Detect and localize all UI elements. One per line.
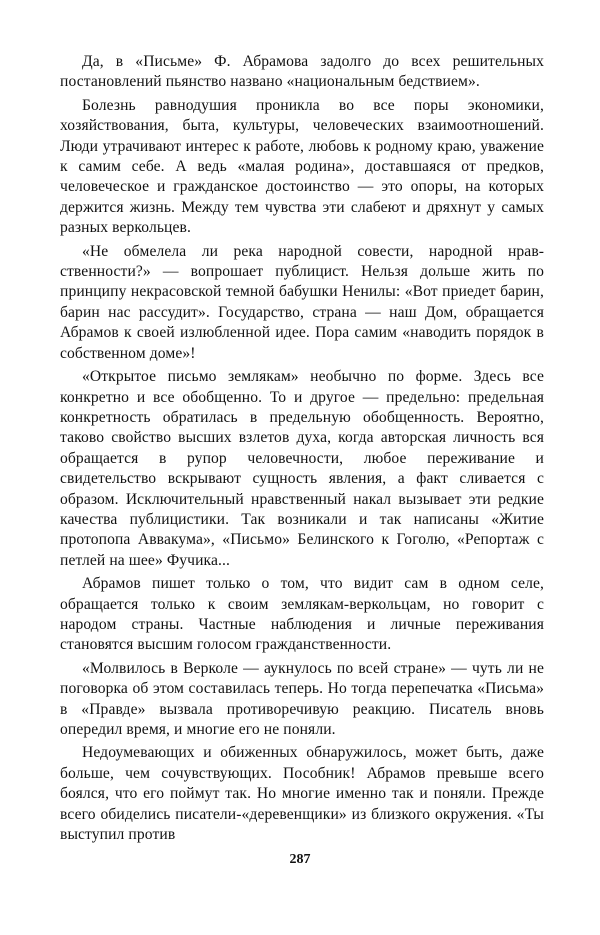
paragraph: Да, в «Письме» Ф. Абрамова задолго до всех решительных постановлений пьянство названо «национальным бедствием». <box>60 53 544 91</box>
page-text-block <box>60 52 544 848</box>
paragraph: «Молвилось в Верколе — аукнулось по всей стране» — чуть ли не поговорка об этом составилась теперь. Но тогда перепечатка «Письма» в «Правде» вызвала противоречивую реакцию. Писатель вновь опередил время, и многие его не поняли. <box>60 659 544 738</box>
paragraph: Абрамов пишет только о том, что видит сам в одном селе, обращается только к своим землякам-веркольцам, но говорит с народом страны. Частные наблюдения и личные переживания становятся высшим голосом гражданственности. <box>60 575 544 654</box>
paragraph: Недоумевающих и обиженных обнаружилось, может быть, даже больше, чем сочувствующих. Пособник! Абрамов превыше всего боялся, что его поймут так. Но многие именно так и поняли. Прежде всего обиделись писатели-«деревенщики» из близкого окружения. «Ты выступил против <box>60 744 544 844</box>
paragraph: «Открытое письмо землякам» необычно по форме. Здесь все конкретно и все обобщенно. То и другое — предельно: предельная конкретность обратилась в предельную обобщенность. Вероятно, таково свойство высших взлетов духа, когда авторская личность вся обращается в рупор человечности, любое переживание и свидетельство вскрывают сущность явления, а факт сливается с образом. Исключительный нравственный накал вызывает эти редкие качества публицистики. Так возникали и так написаны «Житие протопопа Аввакума», «Письмо» Белинского к Гоголю, «Репортаж с петлей на шее» Фучика... <box>60 368 544 569</box>
paragraph: Болезнь равнодушия проникла во все поры экономики, хозяйствования, быта, культуры, человеческих взаимоотношений. Люди утрачивают интерес к работе, любовь к родному краю, уважение к самим себе. А ведь «малая родина», доставшаяся от предков, человеческое и гражданское достоинство — это опоры, на которых держится жизнь. Между тем чувства эти слабеют и дряхнут у самых разных веркольцев. <box>60 96 544 237</box>
paragraph: «Не обмелела ли река народной совести, народной нравственности?» — вопрошает публицист. Нельзя дольше жить по принципу некрасовской темной бабушки Ненилы: «Вот приедет барин, барин нас рассудит». Государство, страна — наш Дом, обращается Абрамов к своей излюбленной идее. Пора самим «наводить порядок в собственном доме»! <box>60 242 544 362</box>
page-number: 287 <box>289 852 311 867</box>
